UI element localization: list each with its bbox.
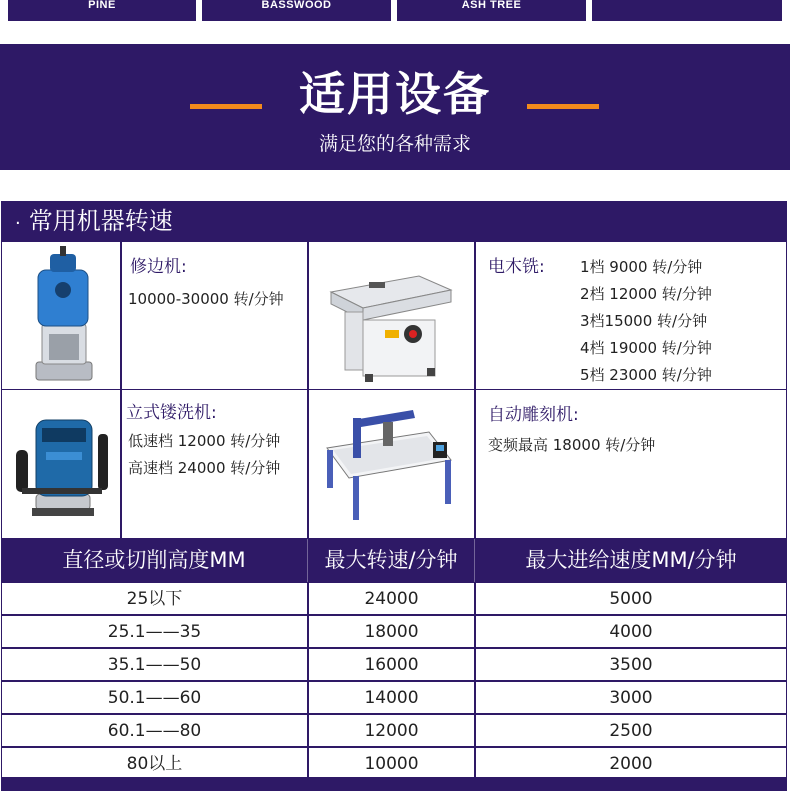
table-cell: 3000 bbox=[475, 681, 787, 714]
table-cell: 16000 bbox=[308, 648, 475, 681]
table-cell: 35.1——50 bbox=[1, 648, 308, 681]
router-image-cell bbox=[1, 389, 121, 539]
table-cell: 14000 bbox=[308, 681, 475, 714]
router-speed-low: 低速档 12000 转/分钟 bbox=[128, 432, 281, 450]
trimmer-speed: 10000-30000 转/分钟 bbox=[128, 290, 284, 308]
table-header-diameter: 直径或切削高度MM bbox=[1, 539, 308, 582]
table-cell: 12000 bbox=[308, 714, 475, 747]
trimmer-name: 修边机: bbox=[130, 257, 187, 277]
spindle-speed-2: 2档 12000 转/分钟 bbox=[580, 285, 712, 303]
wood-type-tabs bbox=[0, 0, 790, 22]
section-header bbox=[1, 201, 787, 241]
router-machine-icon bbox=[2, 390, 120, 538]
table-cell: 50.1——60 bbox=[1, 681, 308, 714]
section-title: 常用机器转速 bbox=[28, 207, 173, 235]
table-cell: 60.1——80 bbox=[1, 714, 308, 747]
trimmer-image-cell bbox=[1, 241, 121, 390]
next-section-header bbox=[1, 777, 787, 791]
spindle-name: 电木铣: bbox=[488, 257, 545, 277]
bullet-icon: · bbox=[15, 213, 21, 234]
wood-tab-ash-tree: ASH TREE bbox=[397, 0, 586, 21]
router-speed-high: 高速档 24000 转/分钟 bbox=[128, 459, 281, 477]
spindle-image-cell bbox=[308, 241, 475, 390]
cnc-name: 自动雕刻机: bbox=[488, 405, 579, 425]
table-cell: 4000 bbox=[475, 615, 787, 648]
table-header-max-feed: 最大进给速度MM/分钟 bbox=[475, 539, 787, 582]
wood-tab-basswood: BASSWOOD bbox=[202, 0, 391, 21]
equipment-banner bbox=[0, 44, 790, 170]
spindle-info-cell bbox=[475, 241, 787, 390]
table-cell: 3500 bbox=[475, 648, 787, 681]
cnc-info-cell bbox=[475, 389, 787, 539]
banner-right-line bbox=[527, 104, 599, 109]
table-cell: 5000 bbox=[475, 582, 787, 615]
machine-speed-section bbox=[1, 201, 787, 791]
table-cell: 24000 bbox=[308, 582, 475, 615]
trimmer-info-cell bbox=[121, 241, 308, 390]
router-info-cell bbox=[121, 389, 308, 539]
table-cell: 25以下 bbox=[1, 582, 308, 615]
banner-title: 适用设备 bbox=[299, 67, 491, 121]
trimmer-machine-icon bbox=[2, 242, 120, 389]
spindle-moulder-icon bbox=[309, 242, 474, 389]
cnc-speed: 变频最高 18000 转/分钟 bbox=[488, 436, 656, 454]
table-cell: 80以上 bbox=[1, 747, 308, 780]
banner-subtitle: 满足您的各种需求 bbox=[318, 133, 471, 155]
spindle-speed-3: 3档15000 转/分钟 bbox=[580, 312, 708, 330]
spindle-speed-5: 5档 23000 转/分钟 bbox=[580, 366, 712, 384]
router-name: 立式镂洗机: bbox=[126, 403, 217, 423]
spindle-speed-4: 4档 19000 转/分钟 bbox=[580, 339, 712, 357]
spindle-speed-1: 1档 9000 转/分钟 bbox=[580, 258, 703, 276]
table-cell: 10000 bbox=[308, 747, 475, 780]
table-cell: 2000 bbox=[475, 747, 787, 780]
wood-tab-extra bbox=[592, 0, 782, 21]
table-header-max-speed: 最大转速/分钟 bbox=[308, 539, 475, 582]
cnc-engraver-icon bbox=[309, 390, 474, 538]
wood-tab-pine: PINE bbox=[8, 0, 196, 21]
cnc-image-cell bbox=[308, 389, 475, 539]
table-cell: 25.1——35 bbox=[1, 615, 308, 648]
table-cell: 18000 bbox=[308, 615, 475, 648]
table-cell: 2500 bbox=[475, 714, 787, 747]
